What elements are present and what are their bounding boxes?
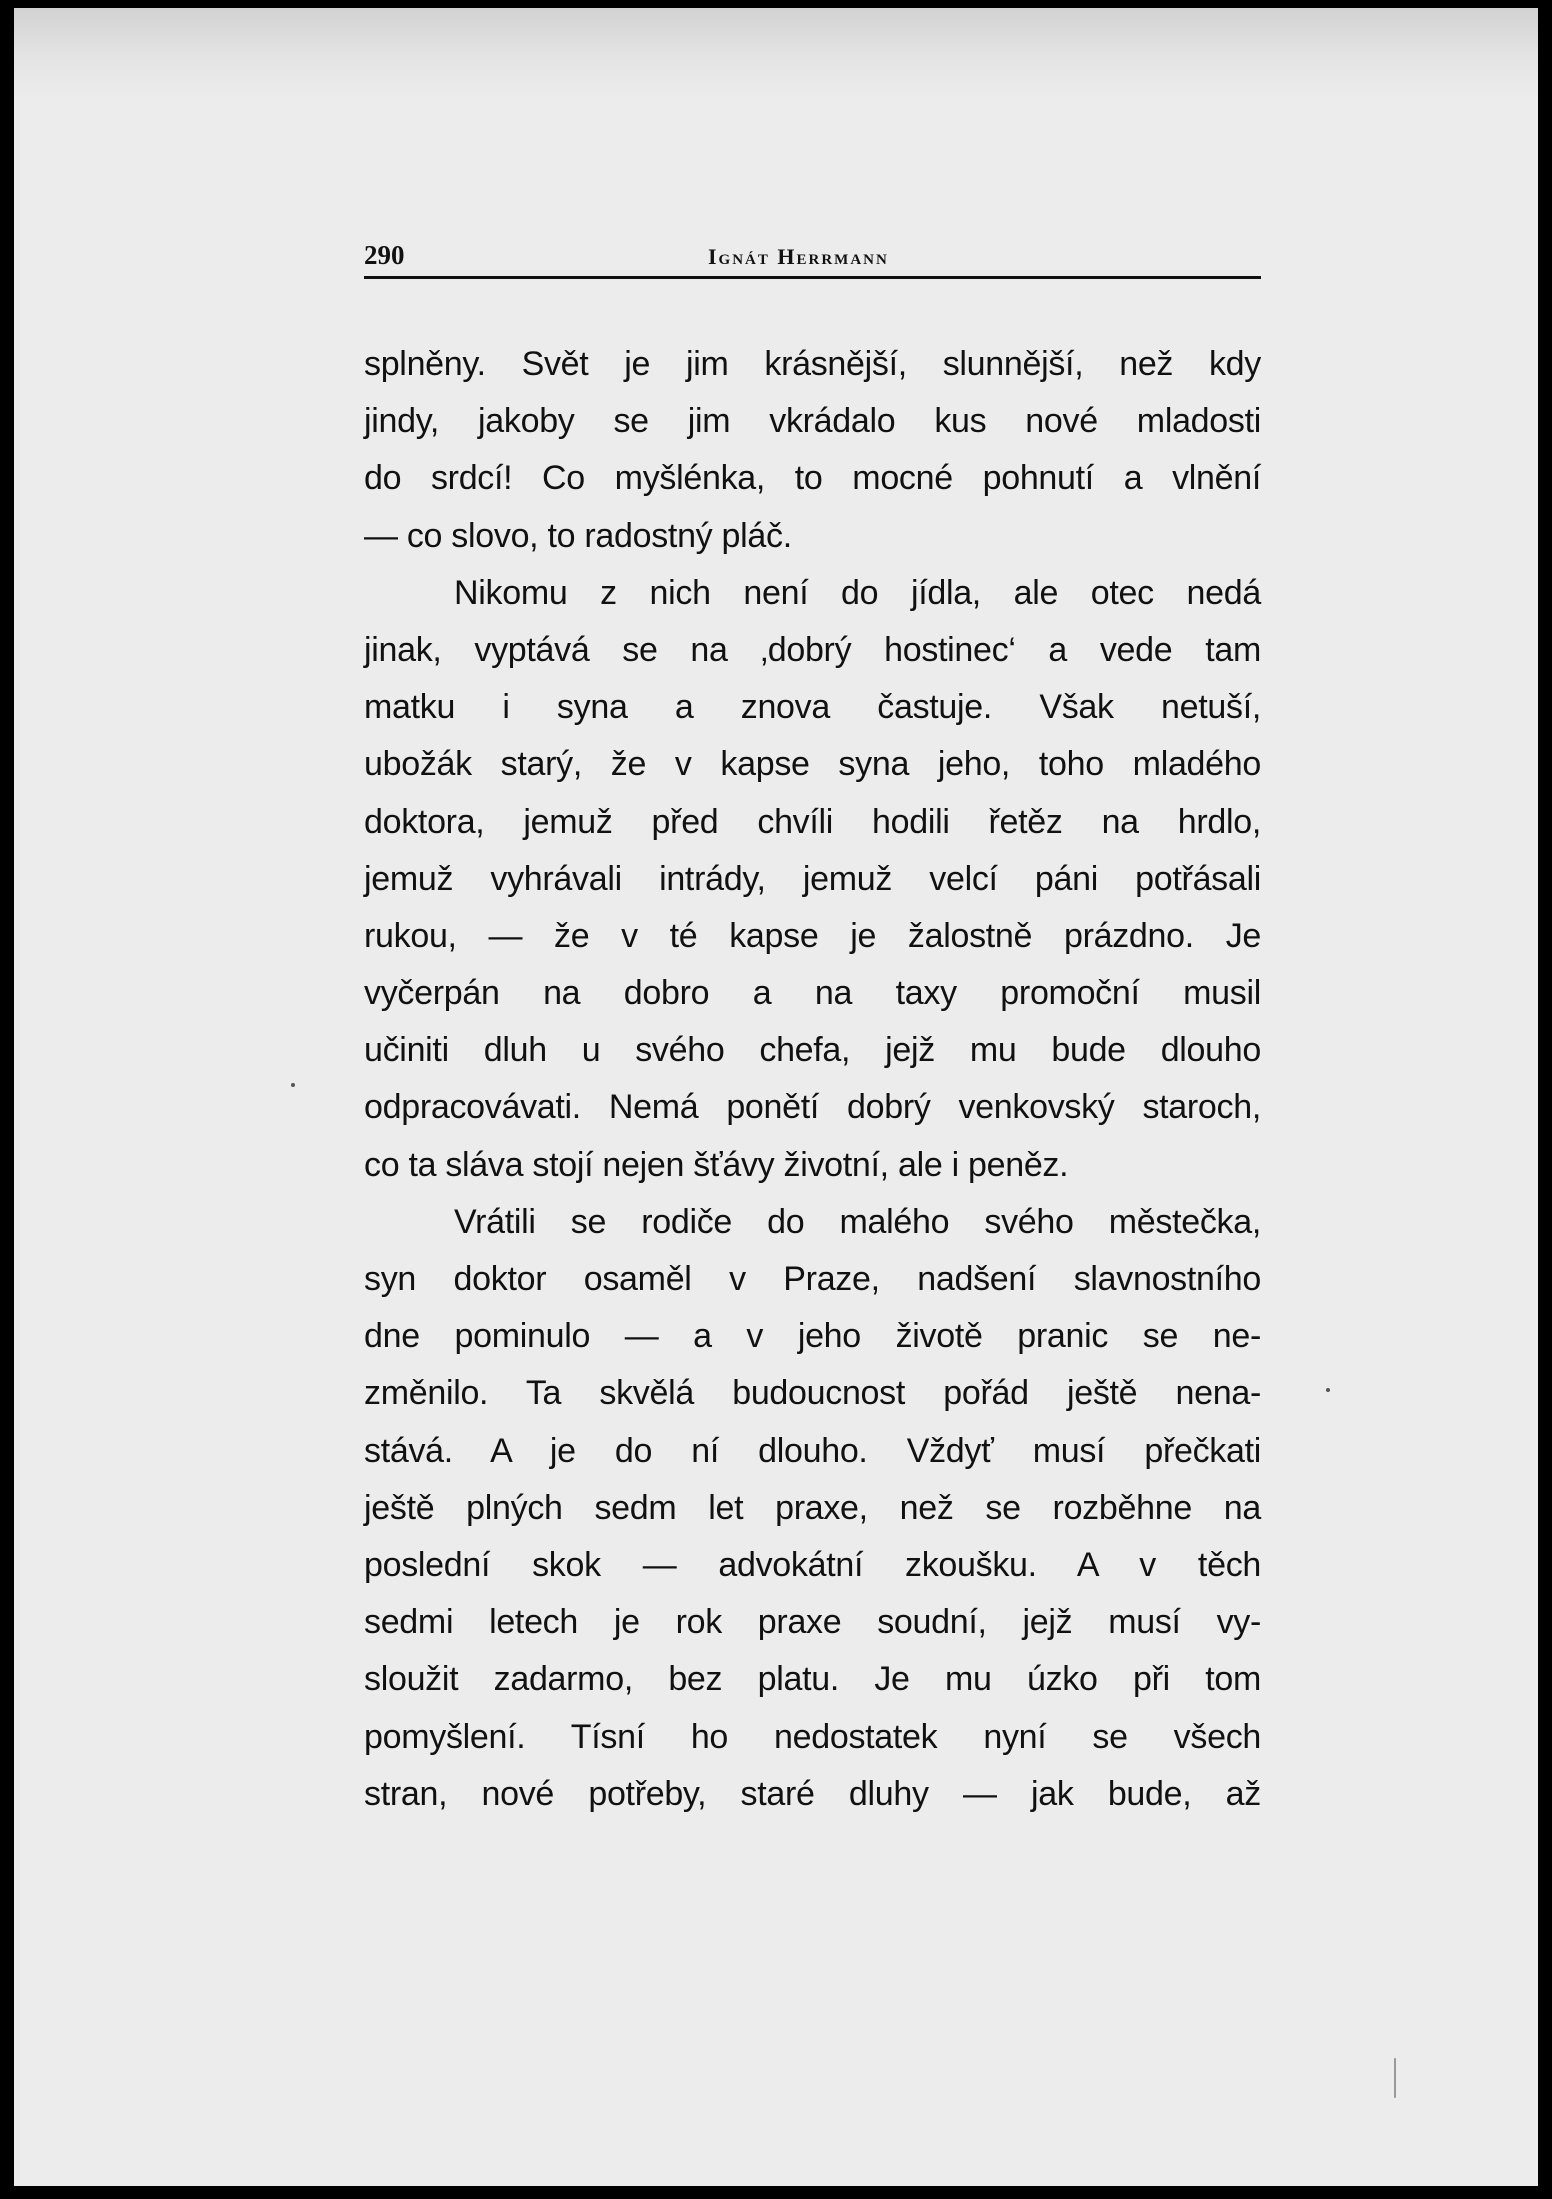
page-header [364,240,1261,280]
text-line: změnilo. Ta skvělá budoucnost pořád ještě nena- [364,1374,1261,1413]
running-head: Ignát Herrmann [708,244,889,269]
text-line: odpracovávati. Nemá ponětí dobrý venkovský staroch, [364,1088,1261,1127]
text-line: Vrátili se rodiče do malého svého městečka, [454,1202,1261,1241]
text-line: splněny. Svět je jim krásnější, slunnější, než kdy [364,345,1261,383]
book-page [14,8,1538,2186]
text-line: — co slovo, to radostný pláč. [364,516,792,555]
text-line: do srdcí! Co myšlénka, to mocné pohnutí a vlnění [364,459,1261,498]
text-line: sloužit zadarmo, bez platu. Je mu úzko při tom [364,1660,1261,1699]
text-line: jemuž vyhrávali intrády, jemuž velcí páni potřásali [364,859,1261,898]
text-line: sedmi letech je rok praxe soudní, jejž musí vy- [364,1603,1261,1642]
text-line: jindy, jakoby se jim vkrádalo kus nové mladosti [364,402,1261,441]
text-body [364,336,1261,1823]
text-line: syn doktor osaměl v Praze, nadšení slavnostního [364,1260,1261,1298]
text-line: jinak, vyptává se na ‚dobrý hostinec‘ a vede tam [364,630,1261,669]
text-line: ubožák starý, že v kapse syna jeho, toho mladého [364,745,1261,784]
paper-speck [291,1083,295,1087]
text-line: co ta sláva stojí nejen šťávy životní, ale i peněz. [364,1145,1069,1184]
text-line: Nikomu z nich není do jídla, ale otec nedá [454,573,1261,612]
text-line: učiniti dluh u svého chefa, jejž mu bude dlouho [364,1031,1261,1070]
text-line: ještě plných sedm let praxe, než se rozběhne na [364,1488,1261,1527]
page-number: 290 [364,240,405,270]
text-line: stává. A je do ní dlouho. Vždyť musí přečkati [364,1431,1261,1470]
text-line: pomyšlení. Tísní ho nedostatek nyní se všech [364,1717,1261,1756]
text-line: doktora, jemuž před chvíli hodili řetěz na hrdlo, [364,802,1261,841]
text-line: dne pominulo — a v jeho životě pranic se ne- [364,1317,1261,1356]
paper-speck [1326,1388,1330,1392]
text-line: stran, nové potřeby, staré dluhy — jak bude, až [364,1774,1261,1813]
paper-mark [1394,2058,1396,2098]
text-line: poslední skok — advokátní zkoušku. A v těch [364,1545,1261,1584]
header-rule [364,276,1261,279]
text-line: matku i syna a znova častuje. Však netuší, [364,688,1261,727]
text-line: rukou, — že v té kapse je žalostně prázdno. Je [364,916,1261,955]
text-line: vyčerpán na dobro a na taxy promoční musil [364,974,1261,1013]
